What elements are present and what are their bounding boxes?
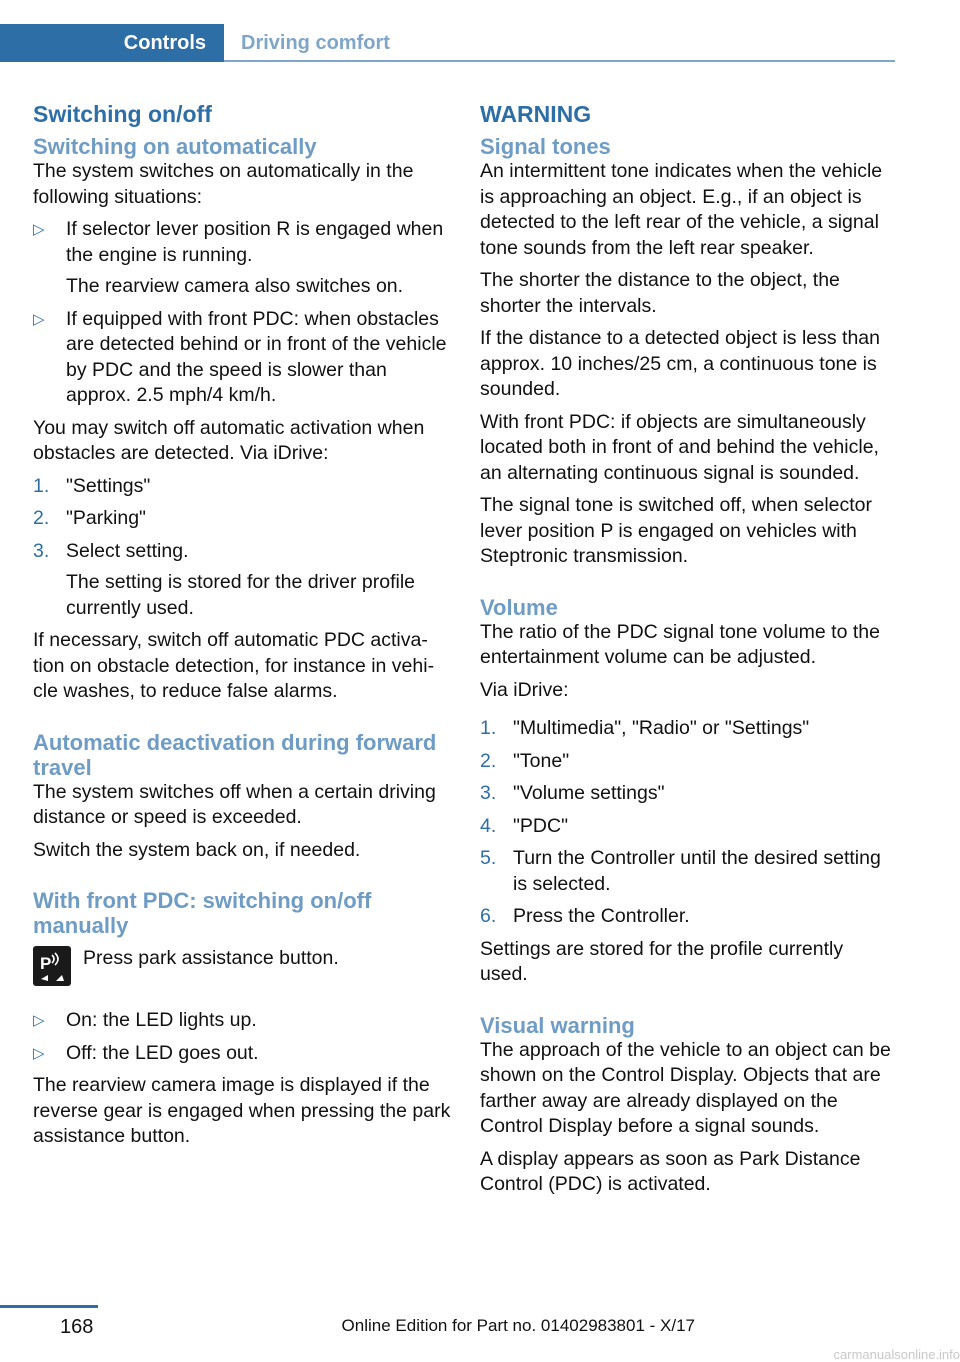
list-item: ▷ If equipped with front PDC: when obstacles are detected behind or in front of the vehicle by PDC and the speed is slower than approx. 2.5 mph/4 km/h. <box>33 307 447 406</box>
paragraph-tones-5: The signal tone is switched off, when selector lever position P is engaged on vehicles with Steptronic transmission. <box>480 494 873 567</box>
paragraph-tones-1: An intermittent tone indicates when the vehicle is approaching an object. E.g., if an object is detected to the left rear of the vehicle, a signal tone sounds from the left rear speaker. <box>480 160 883 259</box>
heading-visual-warning: Visual warning <box>480 1012 635 1038</box>
heading-warning: WARNING <box>480 101 592 127</box>
svg-text:P: P <box>40 954 52 973</box>
right-column <box>480 100 892 1205</box>
page-header <box>0 24 895 62</box>
paragraph-auto-intro: The system switches on automatically in the following situations: <box>33 160 414 208</box>
heading-automatic-deactivation: Automatic deactivation during forward travel <box>33 729 437 780</box>
list-item: 6. Press the Controller. <box>480 905 690 927</box>
list-item: 2. "Tone" <box>480 749 570 772</box>
paragraph-visual-1: The approach of the vehicle to an object can be shown on the Control Display. Objects that are farther away are already displayed on the Control Display before a signal sounds. <box>480 1038 891 1137</box>
list-item: 4. "PDC" <box>480 814 569 837</box>
paragraph-tones-3: If the distance to a detected object is less than approx. 10 inches/25 cm, a continuous tone is sounded. <box>480 327 880 400</box>
triangle-bullet-icon: ▷ <box>33 1044 45 1062</box>
list-item: ▷ On: the LED lights up. <box>33 1008 451 1034</box>
paragraph-switch-off: You may switch off automatic activation when obstacles are detected. Via iDrive: <box>33 416 425 464</box>
list-item: ▷ Off: the LED goes out. <box>33 1041 451 1067</box>
paragraph-deactivation: The system switches off when a certain driving distance or speed is exceeded. <box>33 780 436 828</box>
paragraph-volume: The ratio of the PDC signal tone volume to the entertainment volume can be adjusted. <box>480 620 880 668</box>
heading-switching-on-off: Switching on/off <box>33 101 212 127</box>
heading-switching-on-automatically: Switching on automatically <box>33 134 317 159</box>
tab-driving-comfort-label: Driving comfort <box>241 31 390 54</box>
paragraph-visual-2: A display appears as soon as Park Distance Control (PDC) is activated. <box>480 1147 861 1195</box>
paragraph-if-necessary: If necessary, switch off automatic PDC activation on obstacle detection, for instance in vehicle washes, to reduce false alarms. <box>33 629 435 702</box>
header-divider <box>224 60 895 62</box>
heading-signal-tones: Signal tones <box>480 134 611 159</box>
page-number: 168 <box>60 1316 94 1338</box>
paragraph-tones-2: The shorter the distance to the object, the shorter the intervals. <box>480 269 840 317</box>
paragraph-tones-4: With front PDC: if objects are simultaneously located both in front of and behind the vehicle, an alternating continuous signal is sounded. <box>480 410 879 484</box>
paragraph-switch-back-on: Switch the system back on, if needed. <box>33 838 361 861</box>
press-park-assist-text: Press park assistance button. <box>83 947 339 969</box>
tab-driving-comfort[interactable] <box>224 24 390 62</box>
paragraph-via-idrive: Via iDrive: <box>480 678 569 701</box>
triangle-bullet-icon: ▷ <box>33 221 45 238</box>
list-item: 2. "Parking" <box>33 507 146 529</box>
list-item: 1. "Multimedia", "Radio" or "Settings" <box>480 717 810 739</box>
paragraph-rearview-camera: The rearview camera image is displayed if the reverse gear is engaged when pressing the park assistance button. <box>33 1074 451 1147</box>
left-column <box>33 100 451 1157</box>
footer-divider <box>0 1305 98 1308</box>
list-item: ▷ If selector lever position R is engaged when the engine is running. The rearview camera also switches on. <box>33 218 444 297</box>
heading-volume: Volume <box>480 594 558 620</box>
park-assist-row <box>33 946 451 986</box>
watermark: carmanualsonline.info <box>833 1347 960 1362</box>
list-item: 3. Select setting. The setting is stored for the driver profile currently used. <box>33 539 415 619</box>
tab-controls[interactable] <box>0 24 224 62</box>
list-item: 3. "Volume settings" <box>480 782 665 804</box>
park-assistance-button-icon <box>33 946 71 986</box>
edition-text: Online Edition for Part no. 01402983801 - X/17 <box>341 1316 695 1335</box>
list-item: 5. Turn the Controller until the desired setting is selected. <box>480 847 881 895</box>
paragraph-settings-stored: Settings are stored for the profile currently used. <box>480 937 844 985</box>
list-item: 1. "Settings" <box>33 474 151 497</box>
tab-controls-label: Controls <box>123 31 206 54</box>
triangle-bullet-icon: ▷ <box>33 310 45 328</box>
heading-front-pdc-manual: With front PDC: switching on/off manually <box>33 888 372 938</box>
triangle-bullet-icon: ▷ <box>33 1012 45 1029</box>
